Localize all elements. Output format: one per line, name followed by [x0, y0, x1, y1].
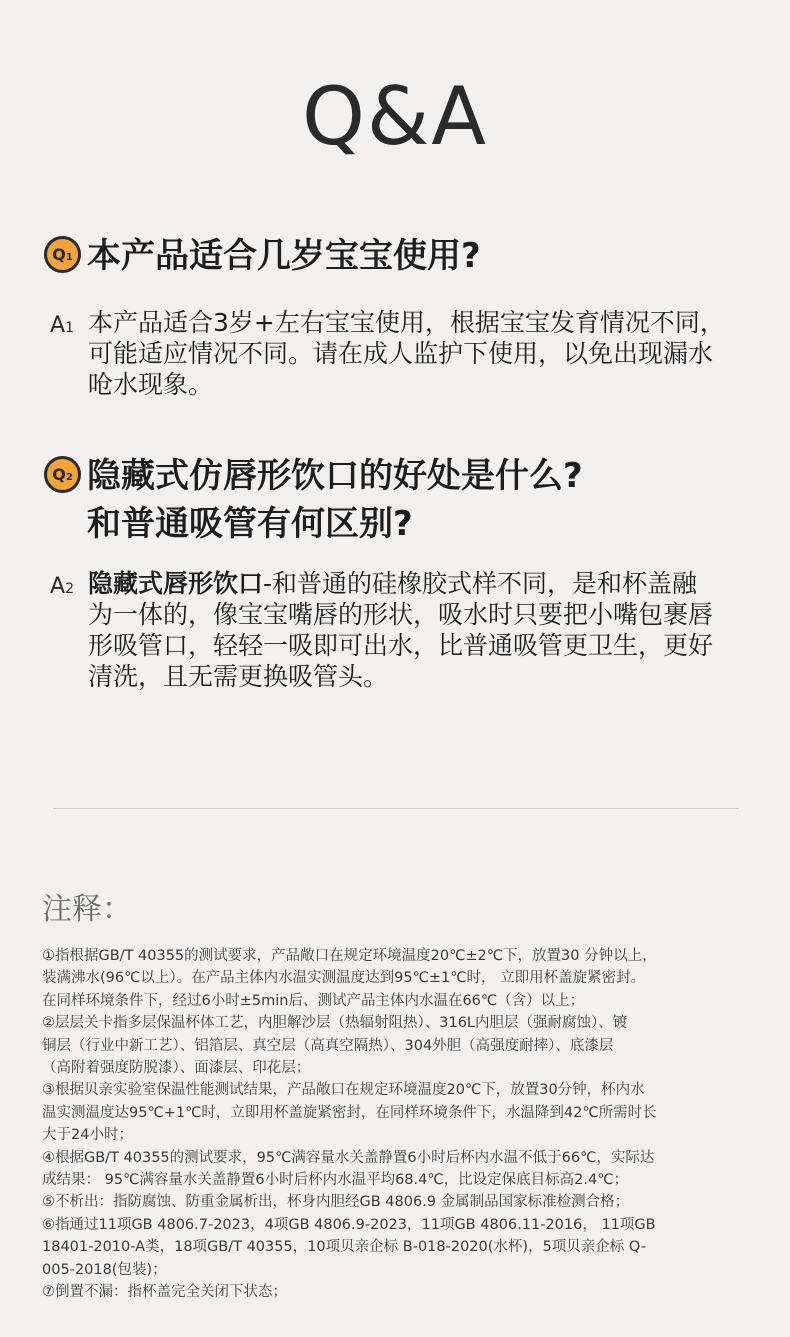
q2-badge: Q $_2$ — [44, 456, 81, 493]
note-line: 在同样环境条件下，经过6小时±5min后、测试产品主体内水温在66℃（含）以上； — [42, 992, 585, 1009]
question-1-text: 本产品适合几岁宝宝使用? — [87, 236, 481, 276]
note-line: 成结果： 95℃满容量水关盖静置6小时后杯内水温平均68.4℃，比设定保底目标高2.4℃； — [42, 1172, 628, 1189]
note-line: 18401-2010-A类，18项GB/T 40355，10项贝亲企标 B-018-2020(水杯)，5项贝亲企标 Q- — [42, 1239, 646, 1256]
note-line: ⑥指通过11项GB 4806.7-2023，4项GB 4806.9-2023，11项GB 4806.11-2016， 11项GB — [42, 1216, 656, 1233]
page-title: Q&A — [301, 70, 489, 163]
a2-label: A2 — [50, 574, 74, 599]
question-2 — [44, 452, 583, 548]
note-line: ②层层关卡指多层保温杯体工艺，内胆解沙层（热辐射阻热）、316L内胆层（强耐腐蚀）、镀 — [42, 1015, 628, 1032]
question-2-text: 隐藏式仿唇形饮口的好处是什么? 和普通吸管有何区别? — [87, 456, 583, 544]
answer-2-text: 隐藏式唇形饮口-和普通的硅橡胶式样不同，是和杯盖融 为一体的，像宝宝嘴唇的形状，吸水时只要把小嘴包裹唇 形吸管口，轻轻一吸即可出水，比普通吸管更卫生，更好 清洗，且无需更换吸管头。 — [88, 569, 714, 691]
note-line: ③根据贝亲实验室保温性能测试结果，产品敞口在规定环境温度20℃下，放置30分钟，杯内水 — [42, 1082, 645, 1099]
note-line: 装满沸水(96℃以上）。在产品主体内水温实测温度达到95℃±1℃时， 立即用杯盖旋紧密封。 — [42, 970, 646, 987]
answer-1-text: 本产品适合3岁+左右宝宝使用，根据宝宝发育情况不同， 可能适应情况不同。请在成人监护下使用，以免出现漏水 呛水现象。 — [88, 308, 725, 399]
divider — [53, 808, 739, 809]
note-line: ⑦倒置不漏：指杯盖完全关闭下状态； — [42, 1284, 287, 1301]
note-line: 005-2018(包装)； — [42, 1261, 167, 1278]
a1-label: A1 — [50, 313, 74, 338]
notes-list — [42, 945, 764, 1304]
note-line: ⑤不析出：指防腐蚀、防重金属析出，杯身内胆经GB 4806.9 金属制品国家标准检测合格； — [42, 1194, 630, 1211]
q1-badge: Q $_1$ — [44, 236, 81, 273]
answer-2-highlight: 隐藏式唇形饮口 — [88, 569, 264, 598]
question-1 — [44, 232, 481, 280]
note-line: （高附着强度防脱漆）、面漆层、印花层； — [42, 1060, 311, 1077]
notes-title: 注释： — [42, 892, 132, 927]
note-line: ④根据GB/T 40355的测试要求，95℃满容量水关盖静置6小时后杯内水温不低于66℃，实际达 — [42, 1149, 655, 1166]
note-line: 大于24小时； — [42, 1127, 133, 1144]
answer-2 — [50, 568, 758, 692]
note-line: ①指根据GB/T 40355的测试要求，产品敞口在规定环境温度20℃±2℃下，放置30 分钟以上， — [42, 948, 657, 964]
answer-1 — [50, 307, 758, 400]
note-line: 铜层（行业中新工艺）、铝箔层、真空层（高真空隔热）、304外胆（高强度耐摔）、底漆层 — [42, 1037, 614, 1054]
note-line: 温实测温度达95℃+1℃时，立即用杯盖旋紧密封，在同样环境条件下，水温降到42℃所需时长 — [42, 1104, 657, 1121]
